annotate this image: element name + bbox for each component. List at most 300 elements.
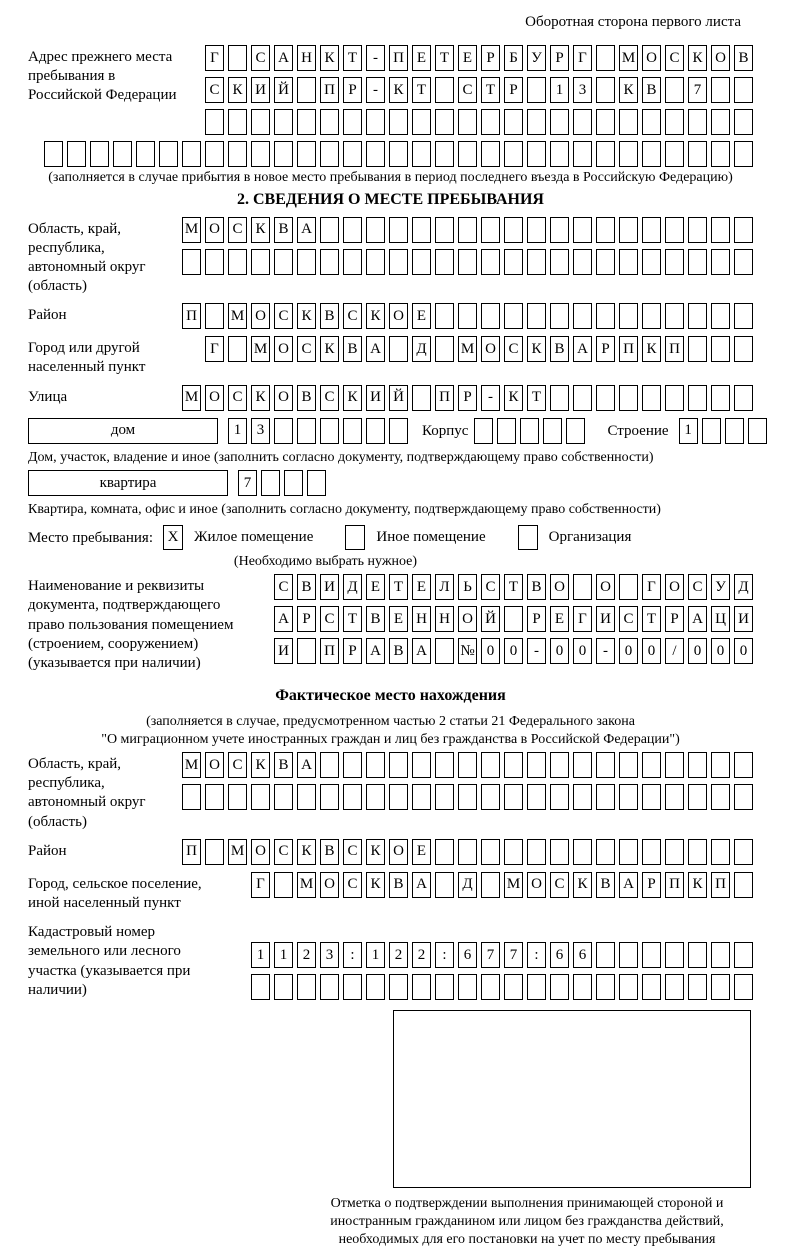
char-cell[interactable] bbox=[481, 249, 500, 275]
char-cell[interactable] bbox=[642, 839, 661, 865]
char-cell[interactable] bbox=[550, 217, 569, 243]
char-cell[interactable] bbox=[284, 470, 303, 496]
char-cell[interactable] bbox=[435, 784, 454, 810]
char-cell[interactable]: Р bbox=[297, 606, 316, 632]
char-cell[interactable] bbox=[251, 249, 270, 275]
char-cell[interactable] bbox=[665, 839, 684, 865]
char-cell[interactable] bbox=[458, 974, 477, 1000]
char-cell[interactable] bbox=[711, 752, 730, 778]
char-cell[interactable] bbox=[734, 141, 753, 167]
char-cell[interactable] bbox=[688, 974, 707, 1000]
char-cell[interactable] bbox=[665, 217, 684, 243]
char-cell[interactable]: С bbox=[504, 336, 523, 362]
char-cell[interactable] bbox=[366, 249, 385, 275]
char-cell[interactable] bbox=[90, 141, 109, 167]
char-cell[interactable] bbox=[504, 974, 523, 1000]
char-cell[interactable] bbox=[527, 839, 546, 865]
char-cell[interactable] bbox=[182, 784, 201, 810]
char-cell[interactable]: К bbox=[343, 385, 362, 411]
char-cell[interactable]: П bbox=[665, 872, 684, 898]
char-cell[interactable]: О bbox=[642, 45, 661, 71]
char-cell[interactable] bbox=[389, 249, 408, 275]
char-cell[interactable] bbox=[389, 974, 408, 1000]
char-cell[interactable]: 0 bbox=[504, 638, 523, 664]
char-cell[interactable] bbox=[573, 303, 592, 329]
char-cell[interactable]: У bbox=[527, 45, 546, 71]
char-cell[interactable]: 0 bbox=[711, 638, 730, 664]
char-cell[interactable] bbox=[343, 109, 362, 135]
char-cell[interactable] bbox=[320, 784, 339, 810]
char-cell[interactable] bbox=[481, 217, 500, 243]
char-cell[interactable]: - bbox=[527, 638, 546, 664]
char-cell[interactable] bbox=[665, 385, 684, 411]
char-cell[interactable] bbox=[665, 942, 684, 968]
char-cell[interactable]: М bbox=[458, 336, 477, 362]
char-cell[interactable]: Т bbox=[481, 77, 500, 103]
char-cell[interactable]: А bbox=[366, 638, 385, 664]
char-cell[interactable] bbox=[320, 141, 339, 167]
char-cell[interactable] bbox=[274, 249, 293, 275]
char-cell[interactable]: Р bbox=[527, 606, 546, 632]
char-cell[interactable]: 3 bbox=[320, 942, 339, 968]
char-cell[interactable] bbox=[711, 974, 730, 1000]
char-cell[interactable] bbox=[504, 784, 523, 810]
char-cell[interactable] bbox=[527, 217, 546, 243]
char-cell[interactable] bbox=[504, 141, 523, 167]
char-cell[interactable] bbox=[320, 974, 339, 1000]
char-cell[interactable] bbox=[665, 974, 684, 1000]
char-cell[interactable]: М bbox=[182, 217, 201, 243]
char-cell[interactable]: О bbox=[550, 574, 569, 600]
char-cell[interactable] bbox=[711, 784, 730, 810]
char-cell[interactable]: С bbox=[297, 336, 316, 362]
char-cell[interactable] bbox=[573, 574, 592, 600]
char-cell[interactable]: Е bbox=[412, 303, 431, 329]
char-cell[interactable]: И bbox=[734, 606, 753, 632]
char-cell[interactable] bbox=[412, 217, 431, 243]
char-cell[interactable]: О bbox=[205, 385, 224, 411]
char-cell[interactable] bbox=[619, 249, 638, 275]
char-cell[interactable]: В bbox=[550, 336, 569, 362]
char-cell[interactable]: М bbox=[297, 872, 316, 898]
char-cell[interactable]: А bbox=[274, 606, 293, 632]
char-cell[interactable] bbox=[497, 418, 516, 444]
house-type-box[interactable]: дом bbox=[28, 418, 218, 444]
char-cell[interactable] bbox=[389, 752, 408, 778]
char-cell[interactable] bbox=[550, 784, 569, 810]
char-cell[interactable] bbox=[343, 249, 362, 275]
char-cell[interactable]: С bbox=[228, 752, 247, 778]
char-cell[interactable] bbox=[389, 109, 408, 135]
char-cell[interactable] bbox=[566, 418, 585, 444]
char-cell[interactable]: О bbox=[596, 574, 615, 600]
char-cell[interactable] bbox=[550, 839, 569, 865]
char-cell[interactable] bbox=[619, 784, 638, 810]
char-cell[interactable] bbox=[297, 784, 316, 810]
char-cell[interactable] bbox=[596, 217, 615, 243]
char-cell[interactable]: Е bbox=[389, 606, 408, 632]
char-cell[interactable]: В bbox=[527, 574, 546, 600]
char-cell[interactable]: К bbox=[320, 45, 339, 71]
char-cell[interactable] bbox=[665, 77, 684, 103]
char-cell[interactable] bbox=[251, 974, 270, 1000]
char-cell[interactable] bbox=[711, 839, 730, 865]
char-cell[interactable] bbox=[725, 418, 744, 444]
char-cell[interactable] bbox=[435, 752, 454, 778]
char-cell[interactable] bbox=[251, 784, 270, 810]
char-cell[interactable]: О bbox=[665, 574, 684, 600]
char-cell[interactable] bbox=[596, 303, 615, 329]
char-cell[interactable]: Г bbox=[251, 872, 270, 898]
char-cell[interactable] bbox=[320, 109, 339, 135]
char-cell[interactable]: Г bbox=[573, 45, 592, 71]
char-cell[interactable]: К bbox=[297, 839, 316, 865]
apartment-type-box[interactable]: квартира bbox=[28, 470, 228, 496]
char-cell[interactable]: - bbox=[366, 45, 385, 71]
char-cell[interactable]: Р bbox=[642, 872, 661, 898]
char-cell[interactable] bbox=[481, 839, 500, 865]
char-cell[interactable]: А bbox=[412, 638, 431, 664]
char-cell[interactable] bbox=[504, 249, 523, 275]
char-cell[interactable] bbox=[688, 249, 707, 275]
char-cell[interactable]: В bbox=[320, 839, 339, 865]
char-cell[interactable] bbox=[228, 45, 247, 71]
char-cell[interactable] bbox=[734, 385, 753, 411]
char-cell[interactable] bbox=[619, 752, 638, 778]
char-cell[interactable] bbox=[688, 141, 707, 167]
char-cell[interactable]: А bbox=[366, 336, 385, 362]
char-cell[interactable] bbox=[596, 942, 615, 968]
char-cell[interactable] bbox=[642, 249, 661, 275]
char-cell[interactable] bbox=[543, 418, 562, 444]
char-cell[interactable]: Й bbox=[481, 606, 500, 632]
char-cell[interactable] bbox=[435, 109, 454, 135]
char-cell[interactable] bbox=[688, 217, 707, 243]
char-cell[interactable] bbox=[520, 418, 539, 444]
char-cell[interactable]: П bbox=[182, 839, 201, 865]
char-cell[interactable] bbox=[642, 109, 661, 135]
char-cell[interactable]: Е bbox=[412, 839, 431, 865]
char-cell[interactable]: П bbox=[619, 336, 638, 362]
char-cell[interactable] bbox=[711, 217, 730, 243]
char-cell[interactable] bbox=[182, 249, 201, 275]
char-cell[interactable]: К bbox=[228, 77, 247, 103]
char-cell[interactable]: К bbox=[320, 336, 339, 362]
char-cell[interactable]: О bbox=[711, 45, 730, 71]
char-cell[interactable] bbox=[205, 784, 224, 810]
char-cell[interactable] bbox=[228, 141, 247, 167]
char-cell[interactable] bbox=[665, 303, 684, 329]
char-cell[interactable]: С bbox=[343, 872, 362, 898]
char-cell[interactable]: И bbox=[596, 606, 615, 632]
char-cell[interactable]: Г bbox=[642, 574, 661, 600]
char-cell[interactable]: А bbox=[274, 45, 293, 71]
char-cell[interactable] bbox=[688, 942, 707, 968]
char-cell[interactable]: С bbox=[343, 839, 362, 865]
char-cell[interactable] bbox=[619, 974, 638, 1000]
char-cell[interactable]: В bbox=[274, 217, 293, 243]
char-cell[interactable]: 0 bbox=[550, 638, 569, 664]
char-cell[interactable]: К bbox=[619, 77, 638, 103]
char-cell[interactable]: К bbox=[297, 303, 316, 329]
char-cell[interactable] bbox=[320, 418, 339, 444]
char-cell[interactable] bbox=[159, 141, 178, 167]
char-cell[interactable] bbox=[711, 385, 730, 411]
char-cell[interactable] bbox=[619, 141, 638, 167]
char-cell[interactable]: Р bbox=[343, 77, 362, 103]
char-cell[interactable]: О bbox=[527, 872, 546, 898]
char-cell[interactable]: Й bbox=[389, 385, 408, 411]
char-cell[interactable]: - bbox=[366, 77, 385, 103]
char-cell[interactable] bbox=[389, 217, 408, 243]
char-cell[interactable]: 3 bbox=[573, 77, 592, 103]
char-cell[interactable] bbox=[274, 872, 293, 898]
char-cell[interactable] bbox=[711, 141, 730, 167]
char-cell[interactable]: 6 bbox=[550, 942, 569, 968]
char-cell[interactable] bbox=[527, 141, 546, 167]
char-cell[interactable] bbox=[711, 336, 730, 362]
char-cell[interactable]: М bbox=[182, 385, 201, 411]
char-cell[interactable]: Т bbox=[389, 574, 408, 600]
char-cell[interactable]: Н bbox=[435, 606, 454, 632]
char-cell[interactable]: П bbox=[435, 385, 454, 411]
char-cell[interactable]: 2 bbox=[412, 942, 431, 968]
char-cell[interactable] bbox=[688, 839, 707, 865]
char-cell[interactable] bbox=[205, 839, 224, 865]
char-cell[interactable] bbox=[481, 752, 500, 778]
char-cell[interactable] bbox=[412, 109, 431, 135]
char-cell[interactable]: М bbox=[228, 839, 247, 865]
char-cell[interactable]: Б bbox=[504, 45, 523, 71]
char-cell[interactable]: 1 bbox=[679, 418, 698, 444]
char-cell[interactable] bbox=[688, 109, 707, 135]
char-cell[interactable] bbox=[458, 141, 477, 167]
char-cell[interactable]: Т bbox=[412, 77, 431, 103]
char-cell[interactable]: 1 bbox=[228, 418, 247, 444]
char-cell[interactable]: Е bbox=[458, 45, 477, 71]
stay-option-checkbox[interactable]: X bbox=[163, 525, 183, 550]
char-cell[interactable] bbox=[435, 974, 454, 1000]
char-cell[interactable] bbox=[688, 752, 707, 778]
char-cell[interactable] bbox=[642, 942, 661, 968]
char-cell[interactable]: П bbox=[711, 872, 730, 898]
char-cell[interactable] bbox=[481, 872, 500, 898]
char-cell[interactable] bbox=[702, 418, 721, 444]
char-cell[interactable]: Д bbox=[734, 574, 753, 600]
char-cell[interactable]: К bbox=[688, 872, 707, 898]
char-cell[interactable]: Н bbox=[412, 606, 431, 632]
char-cell[interactable] bbox=[550, 109, 569, 135]
char-cell[interactable]: О bbox=[205, 217, 224, 243]
char-cell[interactable]: Ь bbox=[458, 574, 477, 600]
char-cell[interactable]: Т bbox=[642, 606, 661, 632]
char-cell[interactable] bbox=[412, 385, 431, 411]
char-cell[interactable] bbox=[481, 303, 500, 329]
char-cell[interactable]: А bbox=[297, 217, 316, 243]
char-cell[interactable] bbox=[458, 752, 477, 778]
char-cell[interactable]: С bbox=[550, 872, 569, 898]
char-cell[interactable] bbox=[320, 217, 339, 243]
char-cell[interactable] bbox=[458, 784, 477, 810]
char-cell[interactable]: 7 bbox=[504, 942, 523, 968]
char-cell[interactable] bbox=[642, 784, 661, 810]
char-cell[interactable] bbox=[734, 752, 753, 778]
char-cell[interactable]: С bbox=[343, 303, 362, 329]
char-cell[interactable] bbox=[573, 109, 592, 135]
char-cell[interactable]: Т bbox=[527, 385, 546, 411]
char-cell[interactable] bbox=[113, 141, 132, 167]
char-cell[interactable]: С bbox=[251, 45, 270, 71]
char-cell[interactable] bbox=[320, 752, 339, 778]
char-cell[interactable] bbox=[527, 249, 546, 275]
char-cell[interactable]: Р bbox=[550, 45, 569, 71]
char-cell[interactable]: О bbox=[389, 303, 408, 329]
char-cell[interactable] bbox=[412, 752, 431, 778]
char-cell[interactable]: 0 bbox=[619, 638, 638, 664]
char-cell[interactable] bbox=[389, 336, 408, 362]
char-cell[interactable] bbox=[665, 752, 684, 778]
char-cell[interactable]: Е bbox=[550, 606, 569, 632]
char-cell[interactable]: : bbox=[435, 942, 454, 968]
char-cell[interactable] bbox=[573, 385, 592, 411]
char-cell[interactable]: В bbox=[734, 45, 753, 71]
char-cell[interactable]: С bbox=[205, 77, 224, 103]
char-cell[interactable]: М bbox=[251, 336, 270, 362]
char-cell[interactable] bbox=[481, 974, 500, 1000]
char-cell[interactable] bbox=[504, 606, 523, 632]
char-cell[interactable] bbox=[412, 141, 431, 167]
char-cell[interactable] bbox=[297, 249, 316, 275]
char-cell[interactable]: К bbox=[366, 303, 385, 329]
char-cell[interactable]: У bbox=[711, 574, 730, 600]
char-cell[interactable] bbox=[297, 77, 316, 103]
char-cell[interactable] bbox=[435, 638, 454, 664]
char-cell[interactable] bbox=[688, 385, 707, 411]
char-cell[interactable]: В bbox=[320, 303, 339, 329]
char-cell[interactable]: О bbox=[274, 336, 293, 362]
char-cell[interactable] bbox=[734, 784, 753, 810]
char-cell[interactable] bbox=[504, 217, 523, 243]
char-cell[interactable]: С bbox=[320, 385, 339, 411]
char-cell[interactable]: Д bbox=[412, 336, 431, 362]
char-cell[interactable] bbox=[619, 839, 638, 865]
char-cell[interactable] bbox=[274, 974, 293, 1000]
char-cell[interactable] bbox=[734, 303, 753, 329]
char-cell[interactable]: 1 bbox=[366, 942, 385, 968]
char-cell[interactable] bbox=[573, 839, 592, 865]
char-cell[interactable] bbox=[734, 217, 753, 243]
char-cell[interactable] bbox=[297, 141, 316, 167]
char-cell[interactable] bbox=[748, 418, 767, 444]
char-cell[interactable] bbox=[642, 217, 661, 243]
char-cell[interactable]: : bbox=[343, 942, 362, 968]
char-cell[interactable]: К bbox=[573, 872, 592, 898]
char-cell[interactable] bbox=[619, 217, 638, 243]
char-cell[interactable] bbox=[228, 784, 247, 810]
char-cell[interactable] bbox=[573, 249, 592, 275]
char-cell[interactable]: Е bbox=[366, 574, 385, 600]
char-cell[interactable] bbox=[481, 109, 500, 135]
char-cell[interactable] bbox=[504, 839, 523, 865]
char-cell[interactable] bbox=[619, 385, 638, 411]
char-cell[interactable] bbox=[527, 974, 546, 1000]
char-cell[interactable] bbox=[734, 839, 753, 865]
char-cell[interactable]: Г bbox=[205, 45, 224, 71]
char-cell[interactable]: В bbox=[297, 574, 316, 600]
char-cell[interactable] bbox=[251, 141, 270, 167]
char-cell[interactable] bbox=[711, 249, 730, 275]
char-cell[interactable] bbox=[297, 109, 316, 135]
char-cell[interactable] bbox=[711, 77, 730, 103]
char-cell[interactable]: К bbox=[389, 77, 408, 103]
char-cell[interactable] bbox=[504, 109, 523, 135]
char-cell[interactable]: К bbox=[251, 752, 270, 778]
char-cell[interactable]: С bbox=[228, 217, 247, 243]
char-cell[interactable]: - bbox=[481, 385, 500, 411]
char-cell[interactable] bbox=[412, 249, 431, 275]
char-cell[interactable] bbox=[504, 752, 523, 778]
char-cell[interactable] bbox=[642, 385, 661, 411]
char-cell[interactable]: В bbox=[297, 385, 316, 411]
char-cell[interactable] bbox=[619, 574, 638, 600]
char-cell[interactable] bbox=[665, 109, 684, 135]
char-cell[interactable]: Т bbox=[343, 606, 362, 632]
char-cell[interactable]: И bbox=[274, 638, 293, 664]
char-cell[interactable]: О bbox=[251, 839, 270, 865]
char-cell[interactable] bbox=[550, 249, 569, 275]
char-cell[interactable] bbox=[550, 752, 569, 778]
char-cell[interactable]: Г bbox=[573, 606, 592, 632]
char-cell[interactable] bbox=[596, 784, 615, 810]
char-cell[interactable]: М bbox=[182, 752, 201, 778]
char-cell[interactable] bbox=[527, 77, 546, 103]
char-cell[interactable] bbox=[734, 77, 753, 103]
char-cell[interactable]: С bbox=[274, 303, 293, 329]
char-cell[interactable] bbox=[711, 942, 730, 968]
char-cell[interactable] bbox=[688, 303, 707, 329]
char-cell[interactable]: С bbox=[274, 574, 293, 600]
char-cell[interactable]: 6 bbox=[573, 942, 592, 968]
char-cell[interactable]: В bbox=[642, 77, 661, 103]
char-cell[interactable] bbox=[228, 336, 247, 362]
char-cell[interactable] bbox=[205, 141, 224, 167]
char-cell[interactable]: О bbox=[205, 752, 224, 778]
char-cell[interactable]: О bbox=[458, 606, 477, 632]
char-cell[interactable]: Й bbox=[274, 77, 293, 103]
char-cell[interactable]: М bbox=[228, 303, 247, 329]
char-cell[interactable] bbox=[596, 249, 615, 275]
char-cell[interactable]: В bbox=[389, 638, 408, 664]
char-cell[interactable]: П bbox=[665, 336, 684, 362]
char-cell[interactable] bbox=[550, 974, 569, 1000]
char-cell[interactable]: Р bbox=[665, 606, 684, 632]
char-cell[interactable] bbox=[343, 217, 362, 243]
char-cell[interactable]: К bbox=[366, 872, 385, 898]
char-cell[interactable]: А bbox=[573, 336, 592, 362]
char-cell[interactable]: С bbox=[458, 77, 477, 103]
char-cell[interactable] bbox=[474, 418, 493, 444]
char-cell[interactable]: А bbox=[688, 606, 707, 632]
char-cell[interactable] bbox=[261, 470, 280, 496]
char-cell[interactable]: К bbox=[251, 217, 270, 243]
char-cell[interactable] bbox=[665, 784, 684, 810]
char-cell[interactable]: А bbox=[619, 872, 638, 898]
char-cell[interactable] bbox=[251, 109, 270, 135]
char-cell[interactable] bbox=[550, 141, 569, 167]
char-cell[interactable]: 0 bbox=[642, 638, 661, 664]
char-cell[interactable]: П bbox=[320, 638, 339, 664]
char-cell[interactable] bbox=[734, 249, 753, 275]
